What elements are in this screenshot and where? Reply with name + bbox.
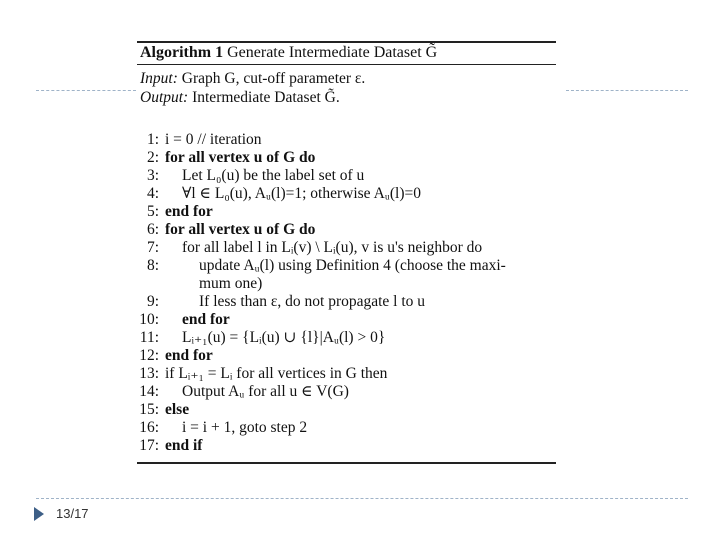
algorithm-step bbox=[137, 221, 556, 239]
output-label: Output: bbox=[140, 89, 189, 106]
step-text: end for bbox=[182, 311, 230, 328]
step-text: if Lᵢ₊₁ = Lᵢ for all vertices in G then bbox=[165, 365, 388, 382]
algorithm-step bbox=[137, 185, 556, 203]
step-text: If less than ε, do not propagate l to u bbox=[199, 293, 426, 310]
algorithm-step bbox=[137, 293, 556, 311]
algorithm-top-rule bbox=[137, 41, 556, 43]
step-number: 10: bbox=[139, 311, 159, 328]
step-number: 13: bbox=[139, 365, 159, 382]
algorithm-label: Algorithm 1 bbox=[140, 44, 224, 61]
step-text: end if bbox=[165, 437, 203, 454]
step-number: 3: bbox=[146, 167, 159, 184]
algorithm-bottom-rule bbox=[137, 462, 556, 464]
step-number: 11: bbox=[139, 329, 159, 346]
step-text: ∀l ∈ L₀(u), Aᵤ(l)=1; otherwise Aᵤ(l)=0 bbox=[182, 185, 421, 202]
step-number: 8: bbox=[146, 257, 159, 274]
step-number: 2: bbox=[146, 149, 159, 166]
algorithm-title bbox=[140, 44, 437, 62]
dashed-divider-bottom bbox=[36, 498, 688, 499]
step-text: end for bbox=[165, 203, 213, 220]
algorithm-box bbox=[137, 40, 556, 465]
algorithm-step bbox=[137, 275, 556, 293]
algorithm-step bbox=[137, 329, 556, 347]
algorithm-step bbox=[137, 257, 556, 275]
algorithm-step bbox=[137, 131, 556, 149]
step-text: for all vertex u of G do bbox=[165, 221, 316, 238]
step-number: 1: bbox=[146, 131, 159, 148]
input-text: Graph G, cut-off parameter ε. bbox=[181, 70, 366, 87]
step-text: for all label l in Lᵢ(v) \ Lᵢ(u), v is u's neighbor do bbox=[182, 239, 483, 256]
algorithm-step bbox=[137, 419, 556, 437]
algorithm-step bbox=[137, 203, 556, 221]
step-text: end for bbox=[165, 347, 213, 364]
step-text: i = i + 1, goto step 2 bbox=[182, 419, 308, 436]
algorithm-step bbox=[137, 239, 556, 257]
step-number: 12: bbox=[139, 347, 159, 364]
step-number: 17: bbox=[139, 437, 159, 454]
step-text: update Aᵤ(l) using Definition 4 (choose the maxi- bbox=[199, 257, 506, 274]
step-text: mum one) bbox=[199, 275, 263, 292]
output-text: Intermediate Dataset G̃. bbox=[192, 89, 340, 106]
step-number: 15: bbox=[139, 401, 159, 418]
step-text: else bbox=[165, 401, 190, 418]
step-number: 4: bbox=[146, 185, 159, 202]
step-number: 7: bbox=[146, 239, 159, 256]
step-text: Output Aᵤ for all u ∈ V(G) bbox=[182, 383, 349, 400]
step-text: for all vertex u of G do bbox=[165, 149, 316, 166]
step-number: 14: bbox=[139, 383, 159, 400]
algorithm-mid-rule bbox=[137, 64, 556, 65]
algorithm-step bbox=[137, 401, 556, 419]
algorithm-step bbox=[137, 365, 556, 383]
step-number: 9: bbox=[146, 293, 159, 310]
algorithm-output bbox=[140, 89, 340, 107]
algorithm-step bbox=[137, 167, 556, 185]
algorithm-input bbox=[140, 70, 365, 88]
slide-arrow-icon bbox=[34, 507, 44, 521]
step-number: 16: bbox=[139, 419, 159, 436]
algorithm-step bbox=[137, 311, 556, 329]
algorithm-step bbox=[137, 383, 556, 401]
dashed-divider-top-right bbox=[566, 90, 688, 91]
input-label: Input: bbox=[140, 70, 178, 87]
page-number: 13/17 bbox=[56, 506, 89, 521]
step-text: i = 0 // iteration bbox=[165, 131, 262, 148]
step-number: 6: bbox=[146, 221, 159, 238]
dashed-divider-top-left bbox=[36, 90, 136, 91]
step-number: 5: bbox=[146, 203, 159, 220]
step-text: Let L₀(u) be the label set of u bbox=[182, 167, 365, 184]
step-text: Lᵢ₊₁(u) = {Lᵢ(u) ∪ {l}|Aᵤ(l) > 0} bbox=[182, 329, 386, 346]
algorithm-step bbox=[137, 347, 556, 365]
algorithm-step bbox=[137, 149, 556, 167]
algorithm-step bbox=[137, 437, 556, 455]
algorithm-title-text: Generate Intermediate Dataset G̃ bbox=[227, 44, 438, 61]
